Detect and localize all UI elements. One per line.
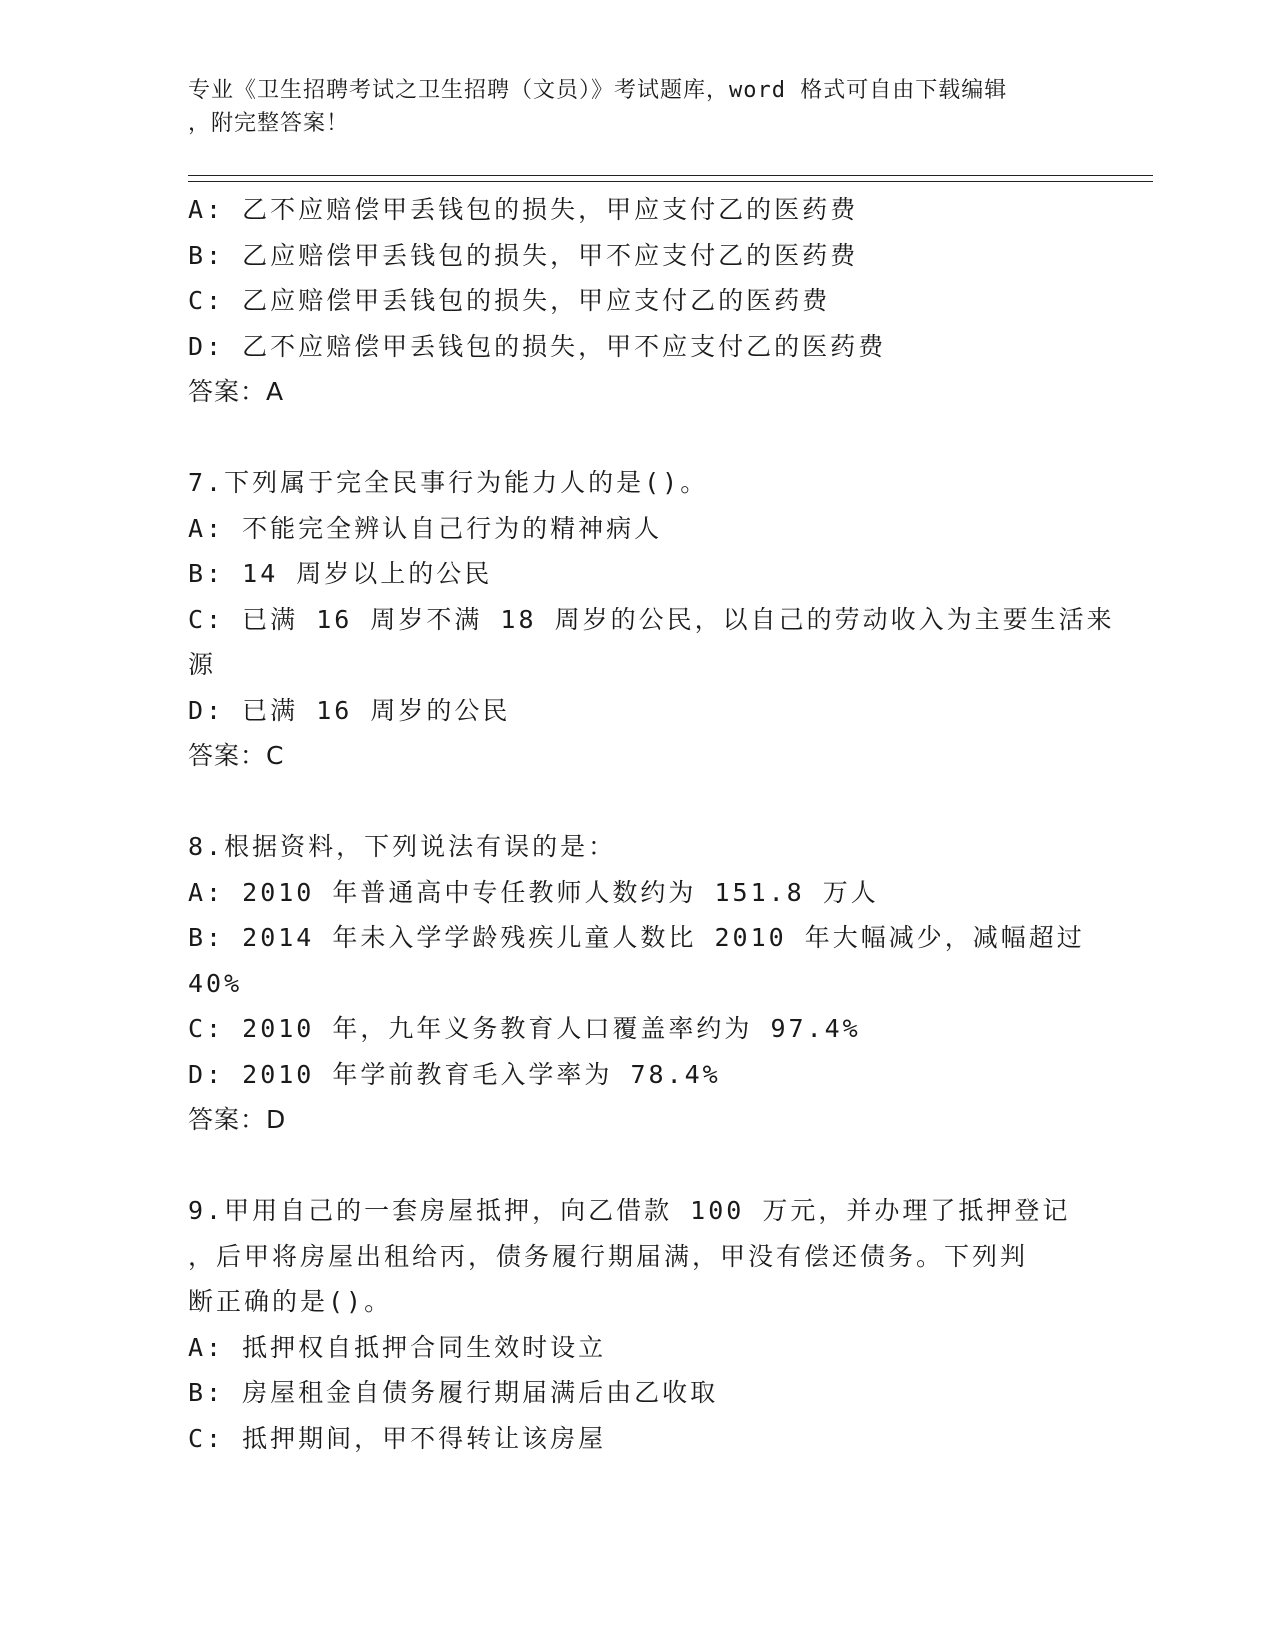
q9-option-b: B: 房屋租金自债务履行期届满后由乙收取 <box>188 1378 719 1407</box>
header-line-1: 专业《卫生招聘考试之卫生招聘（文员）》考试题库，word 格式可自由下载编辑 <box>188 78 1008 103</box>
q7-option-d: D: 已满 16 周岁的公民 <box>188 695 511 725</box>
q6-option-b: B: 乙应赔偿甲丢钱包的损失，甲不应支付乙的医药费 <box>188 240 859 270</box>
q7-option-a: A: 不能完全辨认自己行为的精神病人 <box>188 513 663 543</box>
q9-question-line-2: ，后甲将房屋出租给丙，债务履行期届满，甲没有偿还债务。下列判 <box>188 1241 1029 1271</box>
q6-option-d: D: 乙不应赔偿甲丢钱包的损失，甲不应支付乙的医药费 <box>188 331 887 361</box>
q8-option-a: A: 2010 年普通高中专任教师人数约为 151.8 万人 <box>188 877 879 907</box>
q9-option-c: C: 抵押期间，甲不得转让该房屋 <box>188 1423 607 1453</box>
q7-option-b: B: 14 周岁以上的公民 <box>188 559 493 588</box>
q6-answer: 答案：A <box>188 377 285 406</box>
q9-question-line-3: 断正确的是()。 <box>188 1287 393 1316</box>
spacer <box>188 1143 1088 1189</box>
header-divider-bottom <box>188 181 1153 182</box>
spacer <box>188 415 1088 461</box>
header-divider-top <box>188 175 1153 176</box>
q7-option-c-continued: 源 <box>188 650 217 679</box>
question-7-block <box>188 460 1115 779</box>
spacer <box>188 779 1088 825</box>
q9-option-a: A: 抵押权自抵押合同生效时设立 <box>188 1332 607 1362</box>
question-6-block <box>188 187 1088 415</box>
q6-option-c: C: 乙应赔偿甲丢钱包的损失，甲应支付乙的医药费 <box>188 286 831 315</box>
q8-question: 8.根据资料，下列说法有误的是： <box>188 832 617 861</box>
document-body <box>188 187 1115 1461</box>
header-line-2: ，附完整答案！ <box>188 111 350 136</box>
q7-answer: 答案：C <box>188 741 285 770</box>
question-8-block <box>188 824 1088 1143</box>
q8-option-b: B: 2014 年未入学学龄残疾儿童人数比 2010 年大幅减少，减幅超过 <box>188 923 1085 952</box>
q8-option-b-continued: 40% <box>188 968 243 998</box>
q8-answer: 答案：D <box>188 1105 287 1134</box>
question-9-block <box>188 1188 1088 1461</box>
q9-question-line-1: 9.甲用自己的一套房屋抵押，向乙借款 100 万元，并办理了抵押登记 <box>188 1196 1071 1225</box>
q8-option-d: D: 2010 年学前教育毛入学率为 78.4% <box>188 1059 721 1089</box>
q6-option-a: A: 乙不应赔偿甲丢钱包的损失，甲应支付乙的医药费 <box>188 195 859 224</box>
q7-option-c: C: 已满 16 周岁不满 18 周岁的公民，以自己的劳动收入为主要生活来 <box>188 604 1115 634</box>
q8-option-c: C: 2010 年，九年义务教育人口覆盖率约为 97.4% <box>188 1014 861 1043</box>
q7-question: 7.下列属于完全民事行为能力人的是()。 <box>188 468 709 497</box>
document-header <box>188 74 1068 140</box>
